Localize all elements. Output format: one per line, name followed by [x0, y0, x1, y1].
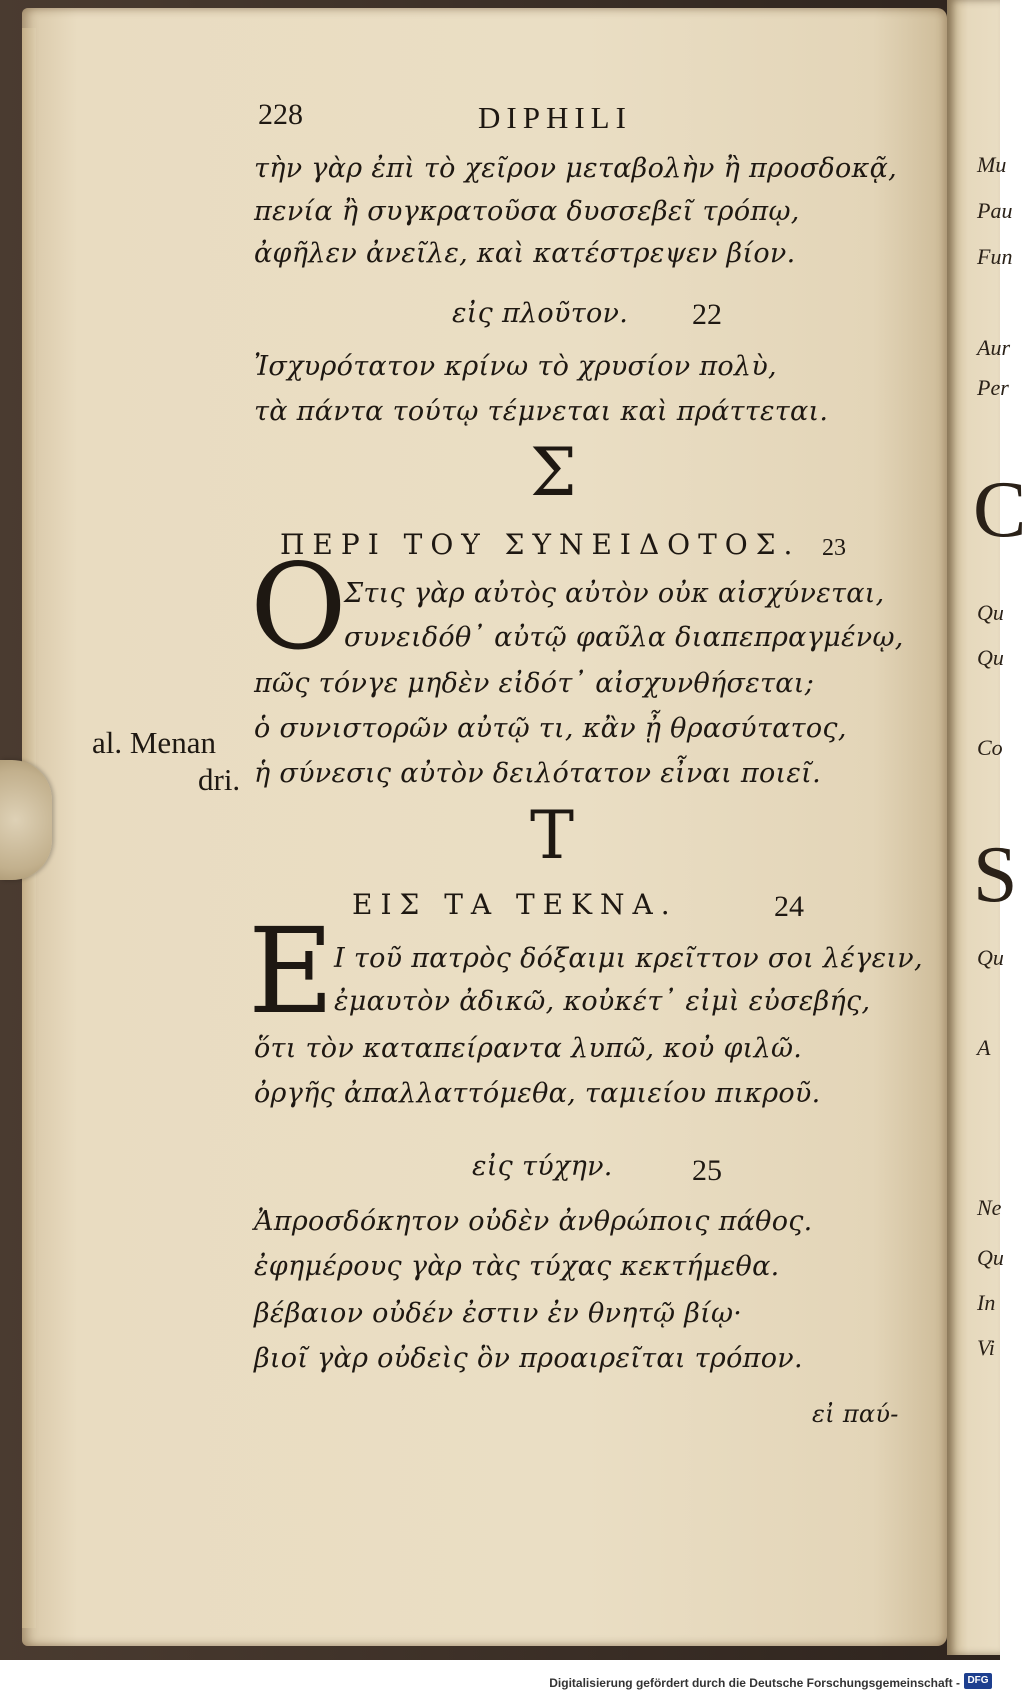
- fragment: Qu: [977, 1245, 1004, 1270]
- text-line: ὅτι τὸν καταπείραντα λυπῶ, κοὐ φιλῶ.: [254, 1033, 803, 1064]
- text-line: ἡ σύνεσις αὐτὸν δειλότατον εἶναι ποιεῖ.: [254, 758, 821, 789]
- text-line: Ἰσχυρότατον κρίνω τὸ χρυσίον πολὺ,: [254, 351, 777, 382]
- catchword: εἰ παύ-: [812, 1400, 899, 1428]
- text-line: Στις γὰρ αὐτὸς αὐτὸν οὐκ αἰσχύνεται,: [344, 578, 885, 609]
- section-number: 23: [822, 535, 846, 561]
- text-line: πῶς τόνγε μηδὲν εἰδότ᾽ αἰσχυνθήσεται;: [254, 668, 815, 699]
- page-clip: [0, 760, 52, 880]
- facing-page-edge: [947, 0, 1026, 1655]
- fragment: Co: [977, 735, 1003, 760]
- running-title: DIPHILI: [478, 100, 632, 135]
- text-line: πενία ἢ συγκρατοῦσα δυσσεβεῖ τρόπῳ,: [254, 196, 800, 227]
- text-line: ἀφῆλεν ἀνεῖλε, καὶ κατέστρεψεν βίον.: [254, 238, 796, 269]
- fragment: A: [977, 1035, 991, 1060]
- text-line: Ι τοῦ πατρὸς δόξαιμι κρεῖττον σοι λέγειν,: [334, 943, 923, 974]
- fragment: Qu: [977, 600, 1004, 625]
- section-letter: Σ: [530, 434, 577, 511]
- section-number: 22: [692, 298, 722, 331]
- fragment: Aur: [977, 335, 1010, 360]
- section-title: εἰς τύχην.: [472, 1151, 613, 1182]
- drop-cap: O: [250, 538, 347, 676]
- drop-cap: E: [248, 902, 335, 1040]
- section-title: ΕΙΣ ΤΑ ΤΕΚΝΑ.: [352, 888, 678, 921]
- section-title: ΠΕΡΙ ΤΟΥ ΣΥΝΕΙΔΟΤΟΣ.: [280, 528, 801, 561]
- funding-credit: Digitalisierung gefördert durch die Deutsche Forschungsgemeinschaft -: [549, 1676, 960, 1690]
- text-line: τὰ πάντα τούτῳ τέμνεται καὶ πράττεται.: [254, 396, 829, 427]
- fragment: Pau: [977, 198, 1013, 223]
- section-letter: T: [530, 797, 575, 874]
- dfg-logo-icon: DFG: [964, 1673, 992, 1689]
- fragment: Qu: [977, 645, 1004, 670]
- section-title: εἰς πλοῦτον.: [452, 298, 629, 329]
- text-line: συνειδόθ᾽ αὐτῷ φαῦλα διαπεπραγμένῳ,: [344, 622, 904, 653]
- margin-note: al. Menan: [92, 725, 216, 760]
- fragment: Vi: [977, 1335, 995, 1360]
- text-line: βέβαιον οὐδέν ἐστιν ἐν θνητῷ βίῳ·: [254, 1298, 743, 1329]
- fragment: Per: [977, 375, 1009, 400]
- fragment: C: [973, 466, 1026, 554]
- fragment: Ne: [977, 1195, 1002, 1220]
- fragment: Fun: [977, 244, 1013, 269]
- text-line: ἐφημέρους γὰρ τὰς τύχας κεκτήμεθα.: [254, 1251, 780, 1282]
- margin-note: dri.: [198, 762, 241, 797]
- section-number: 24: [774, 890, 804, 923]
- text-line: ὀργῆς ἀπαλλαττόμεθα, ταμιείου πικροῦ.: [254, 1078, 821, 1109]
- text-line: βιοῖ γὰρ οὐδεὶς ὃν προαιρεῖται τρόπον.: [254, 1343, 803, 1374]
- text-line: Ἀπροσδόκητον οὐδὲν ἀνθρώποις πάθος.: [254, 1206, 813, 1237]
- fragment: Mu: [977, 152, 1007, 177]
- fragment: In: [977, 1290, 996, 1315]
- section-number: 25: [692, 1154, 722, 1187]
- text-line: τὴν γὰρ ἐπὶ τὸ χεῖρον μεταβολὴν ἢ προσδοκᾷ,: [254, 153, 898, 184]
- page-number: 228: [258, 98, 303, 131]
- book-page: [22, 8, 947, 1646]
- fragment: Qu: [977, 945, 1004, 970]
- fragment: S: [973, 831, 1018, 919]
- text-line: ἐμαυτὸν ἀδικῶ, κοὐκέτ᾽ εἰμὶ εὐσεβής,: [334, 986, 871, 1017]
- text-line: ὁ συνιστορῶν αὐτῷ τι, κἂν ᾖ θρασύτατος,: [254, 713, 847, 744]
